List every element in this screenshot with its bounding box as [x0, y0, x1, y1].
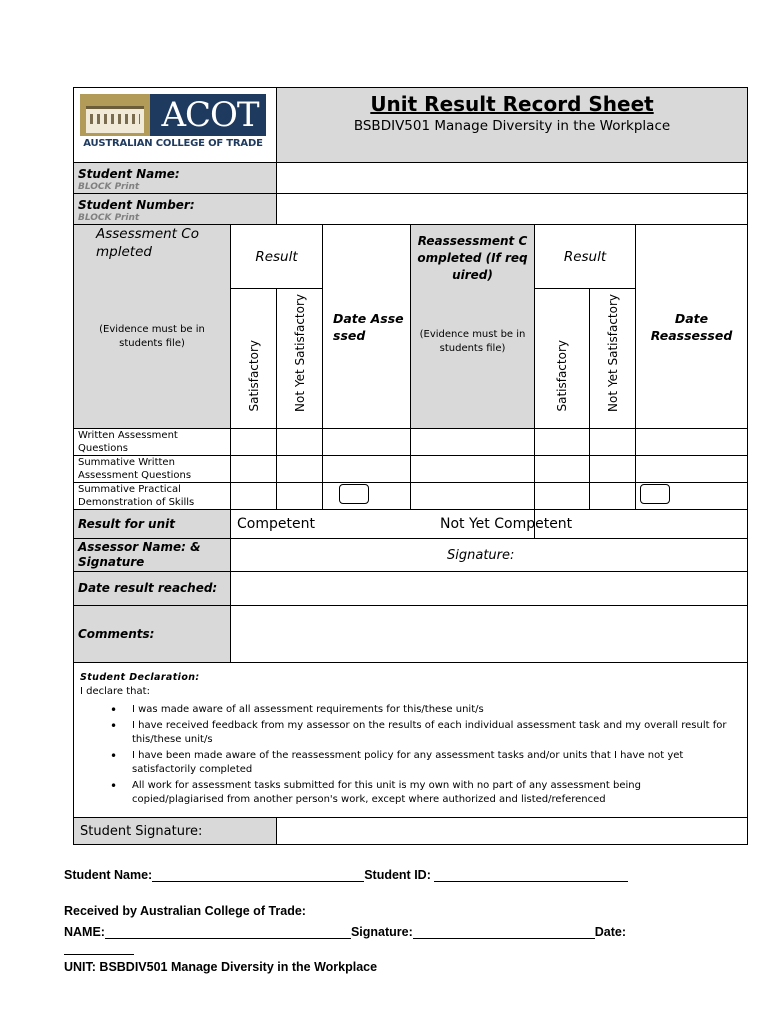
not-yet-satisfactory-cell[interactable] [277, 483, 323, 510]
unit-result-record-sheet [73, 87, 748, 845]
footer-student-name-label: Student Name: [64, 868, 153, 882]
footer-unit-line: UNIT: BSBDIV501 Manage Diversity in the Workplace [64, 960, 378, 974]
page-title: Unit Result Record Sheet [370, 92, 654, 116]
reassessment-header-cell [411, 225, 535, 429]
assessor-signature-field[interactable] [231, 539, 748, 572]
acot-logo [80, 94, 266, 154]
declaration-list [80, 703, 741, 807]
student-number-hint: BLOCK Print [78, 213, 140, 223]
student-name-hint: BLOCK Print [78, 182, 140, 192]
result-for-unit-label: Result for unit [74, 510, 231, 539]
declaration-title: Student Declaration: [80, 672, 200, 683]
not-yet-satisfactory-cell-2[interactable] [590, 429, 636, 456]
date-assessed-cell[interactable] [323, 429, 411, 456]
result-header-2: Result [535, 225, 636, 289]
student-signature-field[interactable] [277, 818, 748, 845]
student-name-field[interactable] [277, 163, 748, 194]
not-yet-satisfactory-cell[interactable] [277, 456, 323, 483]
student-declaration [74, 663, 748, 818]
assessor-label: Assessor Name: & Signature [74, 539, 231, 572]
assessment-row-label: Written Assessment Questions [74, 429, 231, 456]
satisfactory-cell-2[interactable] [535, 429, 590, 456]
student-number-field[interactable] [277, 194, 748, 225]
not-yet-competent-checkbox[interactable] [640, 484, 670, 504]
footer-receiver-line [64, 925, 626, 939]
assessment-completed-header: Assessment Completed [96, 226, 199, 260]
date-reassessed-cell[interactable] [636, 429, 748, 456]
footer-date-field[interactable] [64, 954, 134, 955]
not-yet-satisfactory-header-2: Not Yet Satisfactory [605, 294, 620, 412]
footer-student-line [64, 868, 628, 882]
logo-subtext: AUSTRALIAN COLLEGE OF TRADE [83, 138, 263, 149]
reassessment-completed-header: Reassessment Completed (If required) [417, 234, 528, 282]
student-signature-label: Student Signature: [74, 818, 277, 845]
date-result-label: Date result reached: [74, 572, 231, 606]
student-number-label: Student Number: [78, 198, 195, 212]
date-result-field[interactable] [231, 572, 748, 606]
logo-text: ACOT [161, 95, 259, 135]
satisfactory-header-2: Satisfactory [555, 340, 569, 412]
satisfactory-cell[interactable] [231, 429, 277, 456]
satisfactory-cell-2[interactable] [535, 483, 590, 510]
satisfactory-cell[interactable] [231, 483, 277, 510]
satisfactory-cell[interactable] [231, 456, 277, 483]
footer-name-field[interactable] [105, 925, 351, 939]
competent-option[interactable]: Competent [231, 510, 535, 539]
student-name-label-cell [74, 163, 277, 194]
footer-student-id-label: Student ID: [364, 868, 431, 882]
assessment-row-label: Summative Written Assessment Questions [74, 456, 231, 483]
declaration-intro: I declare that: [80, 686, 150, 697]
not-yet-satisfactory-cell-2[interactable] [590, 483, 636, 510]
satisfactory-header: Satisfactory [246, 340, 261, 412]
table-row [74, 429, 748, 456]
list-item: • I was made aware of all assessment requirements for this/these unit/s [132, 703, 741, 717]
date-assessed-header: Date Assessed [323, 225, 411, 429]
comments-label: Comments: [74, 606, 231, 663]
satisfactory-header-cell-2 [535, 289, 590, 429]
date-reassessed-cell[interactable] [636, 483, 748, 510]
not-yet-competent-label: Not Yet Competent [440, 516, 573, 532]
assessment-evidence-note: (Evidence must be in students file) [99, 324, 205, 349]
footer-date-label: Date: [594, 925, 627, 939]
title-cell [277, 88, 748, 163]
date-assessed-cell[interactable] [323, 483, 411, 510]
assessor-signature-label: Signature: [447, 547, 515, 563]
footer-signature-field[interactable] [413, 925, 595, 939]
date-reassessed-cell[interactable] [636, 456, 748, 483]
list-item: • I have received feedback from my assessor on the results of each individual assessment task and my overall result for this/these unit/s [132, 719, 741, 747]
student-number-label-cell [74, 194, 277, 225]
reassessment-cell[interactable] [411, 456, 535, 483]
reassessment-evidence-note: (Evidence must be in students file) [419, 329, 526, 354]
not-yet-satisfactory-header: Not Yet Satisfactory [292, 294, 307, 412]
satisfactory-header-cell [231, 289, 277, 429]
table-row [74, 483, 748, 510]
page-subtitle: BSBDIV501 Manage Diversity in the Workplace [353, 118, 671, 134]
logo-cell [74, 88, 277, 163]
table-row [74, 456, 748, 483]
footer-student-id-field[interactable] [434, 868, 628, 882]
assessment-row-label: Summative Practical Demonstration of Skills [74, 483, 231, 510]
student-name-label: Student Name: [78, 167, 180, 181]
result-header: Result [231, 225, 323, 289]
building-icon [80, 94, 150, 136]
assessment-header-cell [74, 225, 231, 429]
competent-checkbox[interactable] [339, 484, 369, 504]
comments-field[interactable] [231, 606, 748, 663]
footer-name-label: NAME: [64, 925, 105, 939]
reassessment-cell[interactable] [411, 429, 535, 456]
footer-signature-label: Signature: [350, 925, 413, 939]
not-yet-satisfactory-cell[interactable] [277, 429, 323, 456]
not-yet-satisfactory-header-cell-2 [590, 289, 636, 429]
date-assessed-cell[interactable] [323, 456, 411, 483]
list-item: • I have been made aware of the reassessment policy for any assessment tasks and/or units that I have not yet satisfactorily completed [132, 749, 741, 777]
not-yet-competent-option[interactable] [440, 510, 748, 539]
not-yet-satisfactory-cell-2[interactable] [590, 456, 636, 483]
date-reassessed-header: Date Reassessed [636, 225, 748, 429]
footer-student-name-field[interactable] [152, 868, 364, 882]
list-item: • All work for assessment tasks submitted for this unit is my own with no part of any assessment being copied/plagiarised from another person's work, except where authorized and listed/referenced [132, 779, 741, 807]
satisfactory-cell-2[interactable] [535, 456, 590, 483]
footer-received-by: Received by Australian College of Trade: [64, 904, 306, 918]
reassessment-cell[interactable] [411, 483, 535, 510]
not-yet-satisfactory-header-cell [277, 289, 323, 429]
